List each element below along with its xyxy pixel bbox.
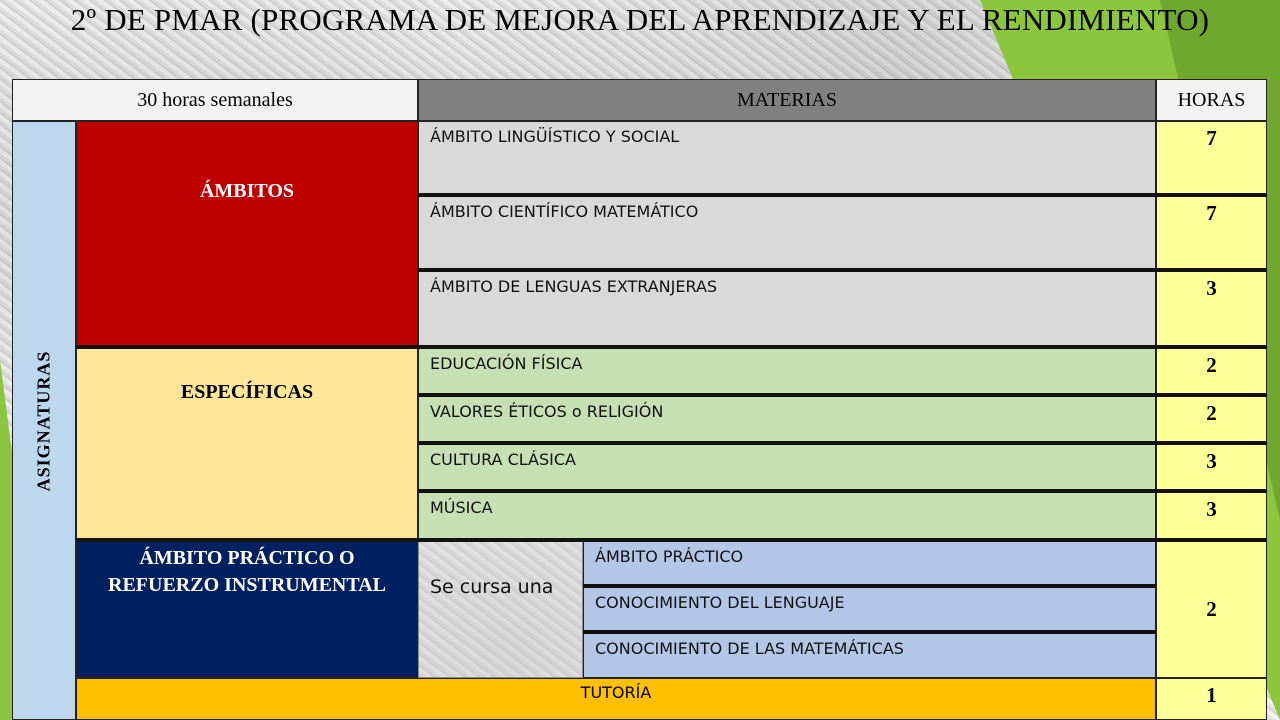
row-separator (418, 393, 1267, 397)
row-separator (418, 441, 1267, 445)
subject-row: CULTURA CLÁSICA (418, 444, 1156, 490)
row-separator (418, 489, 1267, 493)
subject-row: VALORES ÉTICOS o RELIGIÓN (418, 396, 1156, 442)
subject-row: ÁMBITO CIENTÍFICO MATEMÁTICO (418, 196, 1156, 269)
hours-cell: 2 (1156, 541, 1267, 678)
practico-note: Se cursa una (430, 576, 554, 598)
hours-cell: 1 (1156, 678, 1267, 720)
subject-row: CONOCIMIENTO DEL LENGUAJE (583, 587, 1156, 631)
row-separator (583, 584, 1156, 588)
hours-cell: 2 (1156, 348, 1267, 394)
group-practico (76, 541, 418, 678)
subject-row: MÚSICA (418, 492, 1156, 539)
group-ambitos-label: ÁMBITOS (199, 180, 295, 202)
header-hours: HORAS (1156, 79, 1267, 121)
practico-note-cell (418, 541, 583, 678)
group-especificas (76, 348, 418, 539)
subject-row: ÁMBITO LINGÜÍSTICO Y SOCIAL (418, 121, 1156, 194)
group-ambitos (76, 121, 418, 346)
row-separator (418, 268, 1267, 272)
hours-cell: 7 (1156, 196, 1267, 269)
header-subjects: MATERIAS (418, 79, 1156, 121)
subject-row: CONOCIMIENTO DE LAS MATEMÁTICAS (583, 633, 1156, 678)
hours-cell: 2 (1156, 396, 1267, 442)
hours-cell: 3 (1156, 271, 1267, 346)
hours-cell: 3 (1156, 492, 1267, 539)
header-weekly-hours: 30 horas semanales (12, 79, 418, 121)
subject-row: ÁMBITO DE LENGUAS EXTRANJERAS (418, 271, 1156, 346)
tutoria-row: TUTORÍA (76, 678, 1156, 720)
side-label-cell (12, 121, 76, 720)
row-separator (583, 630, 1156, 634)
group-especificas-label: ESPECÍFICAS (180, 381, 314, 403)
group-practico-label-line1: ÁMBITO PRÁCTICO O (139, 547, 355, 569)
group-practico-label-line2: REFUERZO INSTRUMENTAL (108, 574, 386, 596)
row-separator (76, 538, 1267, 542)
side-label: ASIGNATURAS (33, 350, 54, 491)
row-separator (76, 345, 1267, 349)
hours-cell: 7 (1156, 121, 1267, 194)
row-separator (418, 193, 1267, 197)
hours-cell: 3 (1156, 444, 1267, 490)
slide-title: 2º DE PMAR (PROGRAMA DE MEJORA DEL APRENDIZAJE Y EL RENDIMIENTO) (70, 2, 1210, 37)
subject-row: ÁMBITO PRÁCTICO (583, 541, 1156, 585)
subject-row: EDUCACIÓN FÍSICA (418, 348, 1156, 394)
